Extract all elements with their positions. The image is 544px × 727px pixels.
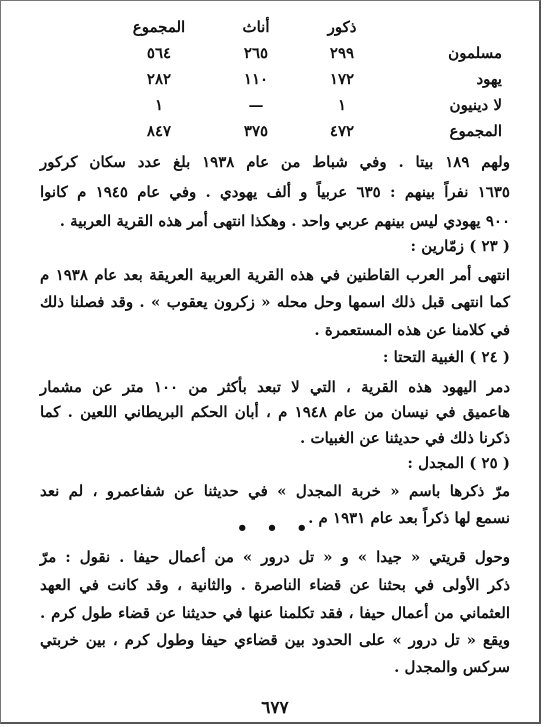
cell-total: ٥٦٤ [146, 44, 172, 62]
section-heading-23: ( ٢٣ ) زمّارين : [410, 237, 510, 255]
text-line: ذكر الأولى في بحثنا عن قضاء الناصرة . والثانية ، وقد كانت في العهد [40, 576, 510, 594]
cell-total: ١ [154, 96, 164, 114]
cell-males: ٤٧٢ [329, 122, 355, 140]
section-heading-25: ( ٢٥ ) المجدل : [407, 454, 510, 472]
text-line: انتهى أمر العرب القاطنين في هذه القرية العربية العريقة بعد عام ١٩٣٨ م [40, 266, 510, 284]
population-table [40, 18, 510, 148]
row-label: مسلمون [448, 44, 502, 62]
row-label: المجموع [449, 122, 502, 140]
cell-females: ٢٦٥ [243, 44, 269, 62]
row-label: لا دينيون [449, 96, 502, 114]
text-line: ٩٠٠ يهودي ليس بينهم عربي واحد . وهكذا انتهى أمر هذه القرية العربية . [59, 212, 510, 230]
text-line: سركس والمجدل . [394, 658, 510, 676]
text-line: ولهم ١٨٩ بيتا . وفي شباط من عام ١٩٣٨ بلغ عدد سكان كركور [40, 153, 510, 171]
row-label: يهود [476, 70, 502, 88]
text-line: دمر اليهود هذه القرية ، التي لا تبعد بأكثر من ١٠٠ متر عن مشمار [40, 378, 510, 396]
table-row [40, 44, 510, 70]
cell-males: ٢٩٩ [329, 44, 355, 62]
text-line: ذكرنا ذلك في حديثنا عن الغبيات . [300, 429, 510, 447]
section-heading-24: ( ٢٤ ) الغبية التحتا : [382, 348, 510, 366]
cell-males: ١ [337, 96, 347, 114]
cell-females: — [248, 96, 264, 114]
header-females: أناث [242, 18, 270, 36]
section-separator-dots: • • • [236, 518, 314, 539]
cell-males: ١٧٢ [329, 70, 355, 88]
table-row [40, 70, 510, 96]
table-row [40, 122, 510, 148]
text-line: وحول قريتي « جيدا » و « تل درور » من أعمال حيفا . نقول : مرّ [40, 548, 510, 566]
text-line: نسمع لها ذكراً بعد عام ١٩٣١ م . [308, 509, 510, 527]
cell-total: ٨٤٧ [146, 122, 172, 140]
cell-females: ١١٠ [243, 70, 269, 88]
table-header-row [40, 18, 510, 44]
text-line: ١٦٣٥ نفراً بينهم : ٦٣٥ عربياً و ألف يهودي . وفي عام ١٩٤٥ م كانوا [40, 183, 510, 201]
page-number: ٦٧٧ [261, 698, 289, 718]
text-line: هاعميق في نيسان من عام ١٩٤٨ م ، أبان الحكم البريطاني اللعين . كما [40, 403, 510, 421]
text-line: ويقع « تل درور » على الحدود بين قضاءي حيفا وطول كرم ، بين خربتي [40, 631, 510, 649]
table-row [40, 96, 510, 122]
header-males: ذكور [327, 18, 357, 36]
cell-females: ٣٧٥ [243, 122, 269, 140]
text-line: في كلامنا عن هذه المستعمرة . [314, 321, 510, 339]
cell-total: ٢٨٢ [146, 70, 172, 88]
text-line: مرّ ذكرها باسم « خربة المجدل » في حديثنا عن شفاعمرو ، لم نعد [40, 482, 510, 500]
header-total: المجموع [132, 18, 186, 36]
text-line: كما انتهى قبل ذلك اسمها وحل محله « زكرون يعقوب » . وقد فصلنا ذلك [40, 293, 510, 311]
text-line: العثماني من أعمال حيفا ، فقد تكلمنا عنها في حديثنا عن قضاء طول كرم . [40, 604, 510, 622]
